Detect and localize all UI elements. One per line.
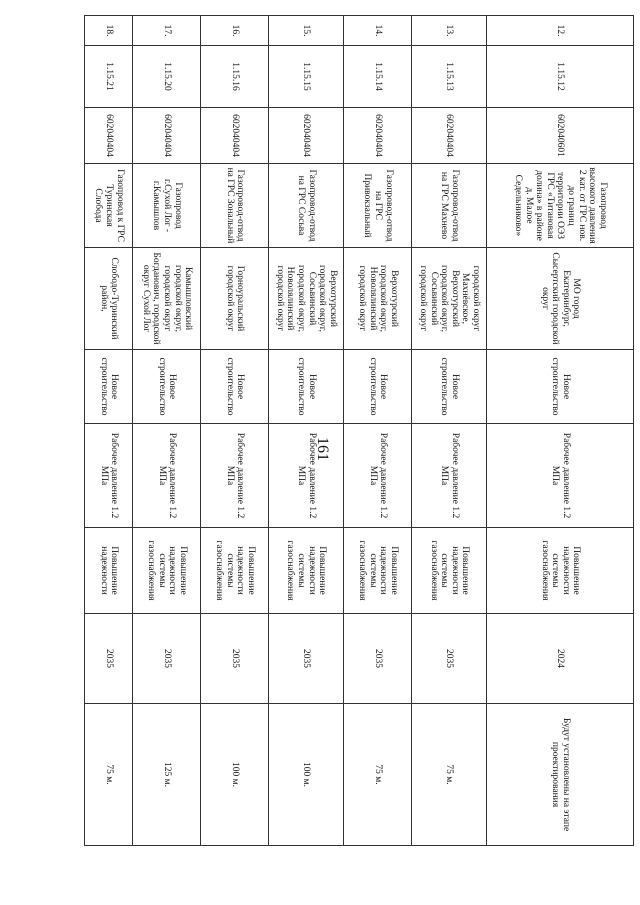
object-id: 602040404 xyxy=(268,108,343,164)
object-parameters: Рабочее давление 1.2 МПа xyxy=(487,424,634,528)
object-location: Слободо-Туринский район, xyxy=(85,248,133,350)
object-name: Газопровод-отвод на ГРС Привокзальный xyxy=(344,164,412,248)
construction-type: Новое строительство xyxy=(487,350,634,424)
construction-type: Новое строительство xyxy=(412,350,487,424)
protection-zone: 75 м. xyxy=(344,704,412,846)
table-row xyxy=(344,16,412,846)
object-id: 602040404 xyxy=(412,108,487,164)
protection-zone: 100 м. xyxy=(268,704,343,846)
object-location: Камышловский городской округ, городской округ Богданович, городской округ Сухой Лог xyxy=(133,248,201,350)
row-number: 14. xyxy=(344,16,412,46)
object-purpose: Повышение надежности системы газоснабжения xyxy=(133,528,201,614)
object-code: 1.15.13 xyxy=(412,46,487,108)
completion-year: 2035 xyxy=(344,614,412,704)
object-code: 1.15.15 xyxy=(268,46,343,108)
construction-type: Новое строительство xyxy=(201,350,269,424)
object-code: 1.15.14 xyxy=(344,46,412,108)
protection-zone: 100 м. xyxy=(201,704,269,846)
object-parameters: Рабочее давление 1.2 МПа xyxy=(344,424,412,528)
object-parameters: Рабочее давление 1.2 МПа xyxy=(268,424,343,528)
table-row xyxy=(201,16,269,846)
row-number: 18. xyxy=(85,16,133,46)
table-row xyxy=(268,16,343,846)
object-id: 602040601 xyxy=(487,108,634,164)
row-number: 15. xyxy=(268,16,343,46)
completion-year: 2035 xyxy=(412,614,487,704)
table-row xyxy=(412,16,487,846)
row-number: 16. xyxy=(201,16,269,46)
object-name: Газопровод-отвод на ГРС Зональный xyxy=(201,164,269,248)
object-name: Газопровод высокого давления 2 кат. от ГРС нов. до границ территории ОЭЗ ГРС «Титановая долина» в районе д. Малое Седельниково» xyxy=(487,164,634,248)
object-purpose: Повышение надежности системы газоснабжения xyxy=(487,528,634,614)
object-name: Газопровод-отвод на ГРС Махнево xyxy=(412,164,487,248)
object-location: Горноуральский городской округ xyxy=(201,248,269,350)
object-parameters: Рабочее давление 1.2 МПа xyxy=(133,424,201,528)
completion-year: 2024 xyxy=(487,614,634,704)
object-purpose: Повышение надежности системы газоснабжения xyxy=(412,528,487,614)
table-row xyxy=(487,16,634,846)
object-purpose: Повышение надежности системы газоснабжения xyxy=(201,528,269,614)
row-number: 12. xyxy=(487,16,634,46)
object-code: 1.15.16 xyxy=(201,46,269,108)
object-purpose: Повышение надежности системы газоснабжения xyxy=(268,528,343,614)
object-name: Газопровод к ГРС Туринская Слобода xyxy=(85,164,133,248)
completion-year: 2035 xyxy=(133,614,201,704)
completion-year: 2035 xyxy=(85,614,133,704)
object-id: 602040404 xyxy=(85,108,133,164)
object-location: городской округ Махнёвское, Верхотурский городской округ, Сосьвинский городской округ xyxy=(412,248,487,350)
object-location: Верхотурский городской округ, Новолялинский городской округ xyxy=(344,248,412,350)
object-parameters: Рабочее давление 1.2 МПа xyxy=(85,424,133,528)
object-code: 1.15.20 xyxy=(133,46,201,108)
row-number: 17. xyxy=(133,16,201,46)
gas-pipeline-table xyxy=(84,15,634,846)
construction-type: Новое строительство xyxy=(344,350,412,424)
object-location: МО город Екатеринбург, Сысертский городской округ xyxy=(487,248,634,350)
protection-zone: 125 м. xyxy=(133,704,201,846)
protection-zone: 75 м. xyxy=(412,704,487,846)
object-code: 1.15.12 xyxy=(487,46,634,108)
table-row xyxy=(133,16,201,846)
object-purpose: Повышение надежности системы газоснабжения xyxy=(344,528,412,614)
table-row xyxy=(85,16,133,846)
object-name: Газопровод г.Сухой Лог - г.Камышлов xyxy=(133,164,201,248)
rotated-table-container xyxy=(84,15,634,845)
object-parameters: Рабочее давление 1.2 МПа xyxy=(412,424,487,528)
protection-zone: Будут установлены на этапе проектирования xyxy=(487,704,634,846)
object-id: 602040404 xyxy=(201,108,269,164)
construction-type: Новое строительство xyxy=(268,350,343,424)
object-id: 602040404 xyxy=(344,108,412,164)
object-id: 602040404 xyxy=(133,108,201,164)
object-purpose: Повышение надежности xyxy=(85,528,133,614)
protection-zone: 75 м. xyxy=(85,704,133,846)
row-number: 13. xyxy=(412,16,487,46)
construction-type: Новое строительство xyxy=(85,350,133,424)
completion-year: 2035 xyxy=(201,614,269,704)
completion-year: 2035 xyxy=(268,614,343,704)
object-name: Газопровод-отвод на ГРС Сосьва xyxy=(268,164,343,248)
object-code: 1.15.21 xyxy=(85,46,133,108)
page-number: 161 xyxy=(314,437,331,461)
object-location: Верхотурский городской округ, Сосьвинский городской округ, Новолялинский городской округ xyxy=(268,248,343,350)
construction-type: Новое строительство xyxy=(133,350,201,424)
object-parameters: Рабочее давление 1.2 МПа xyxy=(201,424,269,528)
